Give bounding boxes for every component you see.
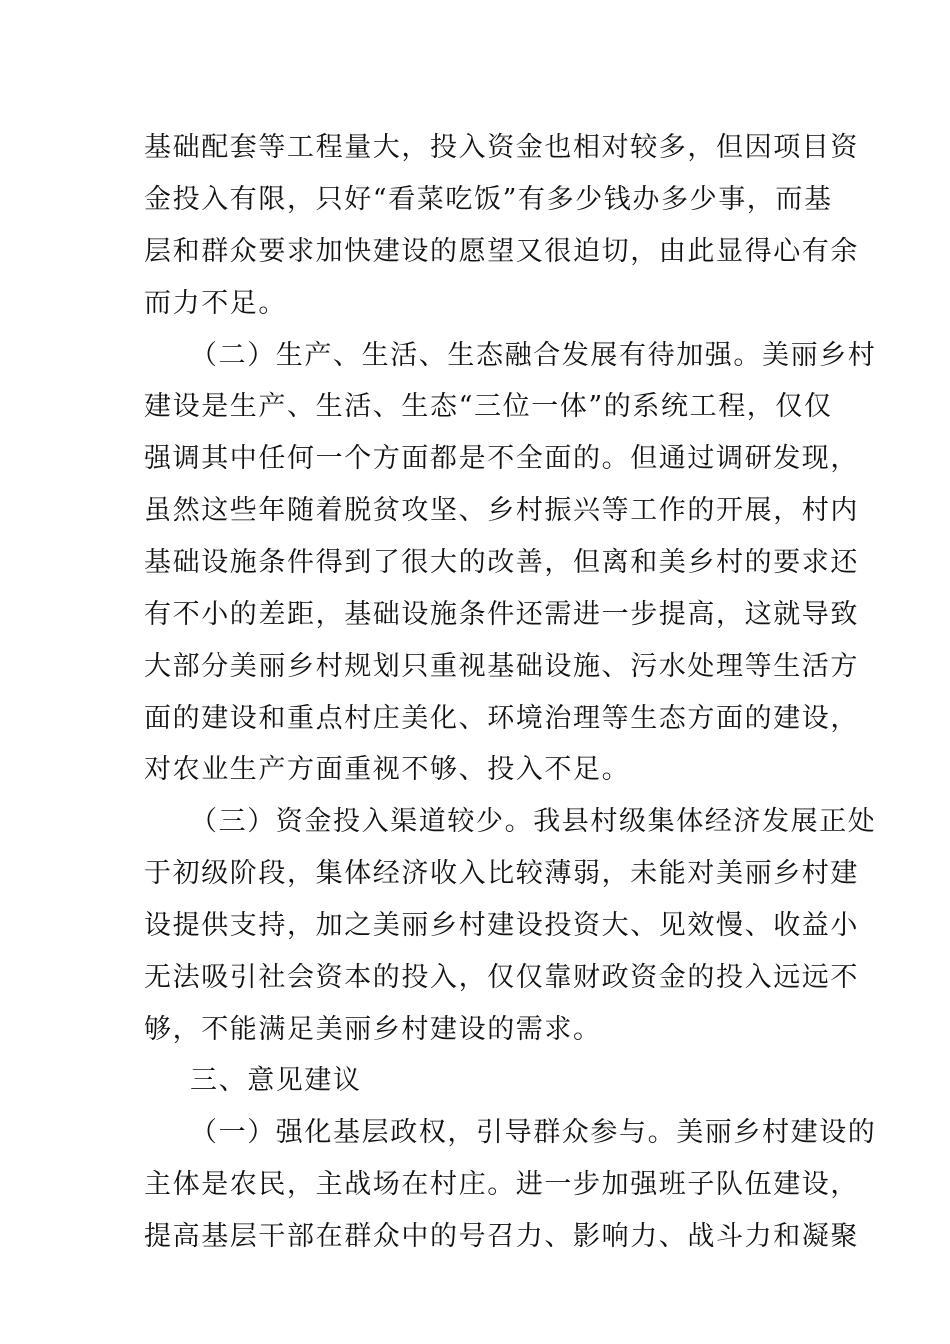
text-line: 设提供支持，加之美丽乡村建设投资大、见效慢、收益小 [144, 910, 859, 941]
paragraph-heading-3: （三）资金投入渠道较少。我县村级集体经济发展正处 [190, 806, 877, 837]
text-line: 对农业生产方面重视不够、投入不足。 [144, 754, 631, 785]
text-line: 基础配套等工程量大，投入资金也相对较多，但因项目资 [144, 132, 859, 163]
text-line: 提高基层干部在群众中的号召力、影响力、战斗力和凝聚 [144, 1221, 859, 1252]
text-line: 建设是生产、生活、生态“三位一体”的系统工程，仅仅 [144, 391, 833, 422]
text-line: 而力不足。 [144, 288, 287, 319]
text-line: 有不小的差距，基础设施条件还需进一步提高，这就导致 [144, 599, 859, 630]
text-line: 主体是农民，主战场在村庄。进一步加强班子队伍建设， [144, 1169, 859, 1200]
text-line: 虽然这些年随着脱贫攻坚、乡村振兴等工作的开展，村内 [144, 495, 859, 526]
paragraph-heading-2: （二）生产、生活、生态融合发展有待加强。美丽乡村 [190, 340, 877, 371]
paragraph-heading-1: （一）强化基层政权，引导群众参与。美丽乡村建设的 [190, 1117, 877, 1148]
section-heading: 三、意见建议 [190, 1065, 362, 1096]
text-line: 大部分美丽乡村规划只重视基础设施、污水处理等生活方 [144, 651, 859, 682]
text-line: 面的建设和重点村庄美化、环境治理等生态方面的建设， [144, 703, 859, 734]
text-line: 层和群众要求加快建设的愿望又很迫切，由此显得心有余 [144, 236, 859, 267]
text-line: 够，不能满足美丽乡村建设的需求。 [144, 1014, 602, 1045]
text-line: 无法吸引社会资本的投入，仅仅靠财政资金的投入远远不 [144, 962, 859, 993]
text-line: 基础设施条件得到了很大的改善，但离和美乡村的要求还 [144, 547, 859, 578]
text-line: 强调其中任何一个方面都是不全面的。但通过调研发现， [144, 443, 859, 474]
text-line: 金投入有限，只好“看菜吃饭”有多少钱办多少事，而基 [144, 184, 833, 215]
text-line: 于初级阶段，集体经济收入比较薄弱，未能对美丽乡村建 [144, 858, 859, 889]
